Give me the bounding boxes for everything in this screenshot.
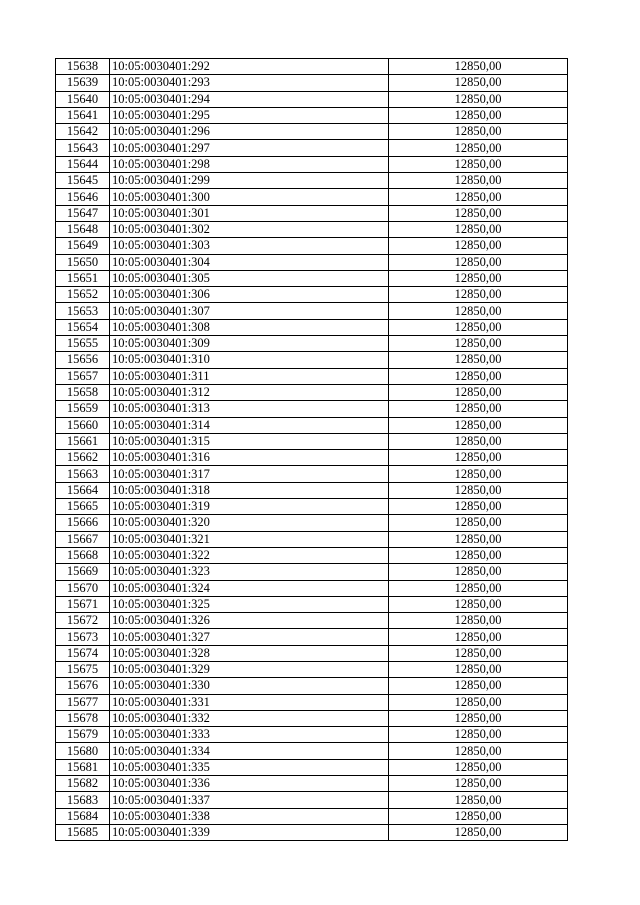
cadastral-number-cell: 10:05:0030401:294 [110, 91, 389, 107]
value-cell: 12850,00 [389, 743, 568, 759]
row-number-cell: 15638 [56, 59, 110, 75]
table-row [56, 450, 568, 466]
row-number-cell: 15680 [56, 743, 110, 759]
row-number-cell: 15650 [56, 254, 110, 270]
row-number-cell: 15668 [56, 547, 110, 563]
value-cell: 12850,00 [389, 580, 568, 596]
table-row [56, 107, 568, 123]
cadastral-number-cell: 10:05:0030401:322 [110, 547, 389, 563]
cadastral-number-cell: 10:05:0030401:332 [110, 710, 389, 726]
value-cell: 12850,00 [389, 287, 568, 303]
value-cell: 12850,00 [389, 547, 568, 563]
row-number-cell: 15682 [56, 776, 110, 792]
cadastral-number-cell: 10:05:0030401:305 [110, 270, 389, 286]
value-cell: 12850,00 [389, 303, 568, 319]
value-cell: 12850,00 [389, 613, 568, 629]
value-cell: 12850,00 [389, 450, 568, 466]
row-number-cell: 15667 [56, 531, 110, 547]
row-number-cell: 15649 [56, 238, 110, 254]
table-row [56, 727, 568, 743]
value-cell: 12850,00 [389, 352, 568, 368]
cadastral-number-cell: 10:05:0030401:319 [110, 499, 389, 515]
table-row [56, 303, 568, 319]
cadastral-number-cell: 10:05:0030401:292 [110, 59, 389, 75]
table-row [56, 384, 568, 400]
cadastral-number-cell: 10:05:0030401:296 [110, 124, 389, 140]
value-cell: 12850,00 [389, 75, 568, 91]
table-row [56, 792, 568, 808]
row-number-cell: 15652 [56, 287, 110, 303]
row-number-cell: 15661 [56, 433, 110, 449]
cadastral-number-cell: 10:05:0030401:295 [110, 107, 389, 123]
value-cell: 12850,00 [389, 515, 568, 531]
table-row [56, 678, 568, 694]
row-number-cell: 15639 [56, 75, 110, 91]
value-cell: 12850,00 [389, 776, 568, 792]
cadastral-number-cell: 10:05:0030401:318 [110, 482, 389, 498]
table-row [56, 319, 568, 335]
row-number-cell: 15651 [56, 270, 110, 286]
value-cell: 12850,00 [389, 645, 568, 661]
table-row [56, 238, 568, 254]
value-cell: 12850,00 [389, 254, 568, 270]
value-cell: 12850,00 [389, 792, 568, 808]
row-number-cell: 15685 [56, 824, 110, 840]
cadastral-number-cell: 10:05:0030401:298 [110, 156, 389, 172]
row-number-cell: 15670 [56, 580, 110, 596]
row-number-cell: 15672 [56, 613, 110, 629]
cadastral-number-cell: 10:05:0030401:314 [110, 417, 389, 433]
value-cell: 12850,00 [389, 59, 568, 75]
table-row [56, 91, 568, 107]
table-row [56, 547, 568, 563]
cadastral-number-cell: 10:05:0030401:315 [110, 433, 389, 449]
cadastral-number-cell: 10:05:0030401:299 [110, 173, 389, 189]
cadastral-number-cell: 10:05:0030401:309 [110, 336, 389, 352]
cadastral-number-cell: 10:05:0030401:339 [110, 824, 389, 840]
table-row [56, 710, 568, 726]
table-row [56, 140, 568, 156]
table-row [56, 564, 568, 580]
row-number-cell: 15658 [56, 384, 110, 400]
value-cell: 12850,00 [389, 124, 568, 140]
table-row [56, 580, 568, 596]
value-cell: 12850,00 [389, 596, 568, 612]
value-cell: 12850,00 [389, 270, 568, 286]
cadastral-number-cell: 10:05:0030401:338 [110, 808, 389, 824]
value-cell: 12850,00 [389, 564, 568, 580]
row-number-cell: 15673 [56, 629, 110, 645]
cadastral-number-cell: 10:05:0030401:325 [110, 596, 389, 612]
row-number-cell: 15642 [56, 124, 110, 140]
row-number-cell: 15678 [56, 710, 110, 726]
table-row [56, 59, 568, 75]
cadastral-number-cell: 10:05:0030401:320 [110, 515, 389, 531]
cadastral-number-cell: 10:05:0030401:317 [110, 466, 389, 482]
value-cell: 12850,00 [389, 189, 568, 205]
row-number-cell: 15656 [56, 352, 110, 368]
value-cell: 12850,00 [389, 384, 568, 400]
value-cell: 12850,00 [389, 694, 568, 710]
table-row [56, 596, 568, 612]
cadastral-number-cell: 10:05:0030401:329 [110, 661, 389, 677]
cadastral-number-cell: 10:05:0030401:331 [110, 694, 389, 710]
row-number-cell: 15659 [56, 401, 110, 417]
cadastral-number-cell: 10:05:0030401:328 [110, 645, 389, 661]
row-number-cell: 15657 [56, 368, 110, 384]
cadastral-number-cell: 10:05:0030401:306 [110, 287, 389, 303]
table-row [56, 743, 568, 759]
table-row [56, 75, 568, 91]
cadastral-number-cell: 10:05:0030401:316 [110, 450, 389, 466]
value-cell: 12850,00 [389, 205, 568, 221]
table-row [56, 336, 568, 352]
value-cell: 12850,00 [389, 221, 568, 237]
value-cell: 12850,00 [389, 368, 568, 384]
value-cell: 12850,00 [389, 319, 568, 335]
cadastral-number-cell: 10:05:0030401:335 [110, 759, 389, 775]
table-row [56, 824, 568, 840]
value-cell: 12850,00 [389, 678, 568, 694]
cadastral-number-cell: 10:05:0030401:293 [110, 75, 389, 91]
table-row [56, 482, 568, 498]
table-body [56, 59, 568, 841]
row-number-cell: 15663 [56, 466, 110, 482]
table-row [56, 613, 568, 629]
value-cell: 12850,00 [389, 417, 568, 433]
value-cell: 12850,00 [389, 661, 568, 677]
cadastral-number-cell: 10:05:0030401:323 [110, 564, 389, 580]
table-row [56, 205, 568, 221]
value-cell: 12850,00 [389, 482, 568, 498]
row-number-cell: 15676 [56, 678, 110, 694]
row-number-cell: 15669 [56, 564, 110, 580]
row-number-cell: 15640 [56, 91, 110, 107]
cadastral-number-cell: 10:05:0030401:303 [110, 238, 389, 254]
value-cell: 12850,00 [389, 759, 568, 775]
value-cell: 12850,00 [389, 531, 568, 547]
row-number-cell: 15653 [56, 303, 110, 319]
value-cell: 12850,00 [389, 727, 568, 743]
row-number-cell: 15684 [56, 808, 110, 824]
table-row [56, 661, 568, 677]
value-cell: 12850,00 [389, 466, 568, 482]
row-number-cell: 15655 [56, 336, 110, 352]
table-row [56, 221, 568, 237]
row-number-cell: 15674 [56, 645, 110, 661]
table-row [56, 156, 568, 172]
table-row [56, 759, 568, 775]
cadastral-number-cell: 10:05:0030401:312 [110, 384, 389, 400]
cadastral-number-cell: 10:05:0030401:308 [110, 319, 389, 335]
value-cell: 12850,00 [389, 433, 568, 449]
value-cell: 12850,00 [389, 91, 568, 107]
cadastral-number-cell: 10:05:0030401:307 [110, 303, 389, 319]
table-row [56, 189, 568, 205]
cadastral-number-cell: 10:05:0030401:330 [110, 678, 389, 694]
row-number-cell: 15646 [56, 189, 110, 205]
value-cell: 12850,00 [389, 107, 568, 123]
cadastral-number-cell: 10:05:0030401:327 [110, 629, 389, 645]
table-row [56, 401, 568, 417]
row-number-cell: 15641 [56, 107, 110, 123]
table-row [56, 776, 568, 792]
table-row [56, 694, 568, 710]
table-row [56, 808, 568, 824]
cadastral-number-cell: 10:05:0030401:311 [110, 368, 389, 384]
value-cell: 12850,00 [389, 710, 568, 726]
table-row [56, 531, 568, 547]
value-cell: 12850,00 [389, 629, 568, 645]
table-row [56, 433, 568, 449]
row-number-cell: 15644 [56, 156, 110, 172]
table-row [56, 645, 568, 661]
row-number-cell: 15666 [56, 515, 110, 531]
cadastral-number-cell: 10:05:0030401:334 [110, 743, 389, 759]
row-number-cell: 15660 [56, 417, 110, 433]
row-number-cell: 15681 [56, 759, 110, 775]
cadastral-number-cell: 10:05:0030401:313 [110, 401, 389, 417]
table-row [56, 254, 568, 270]
value-cell: 12850,00 [389, 499, 568, 515]
row-number-cell: 15662 [56, 450, 110, 466]
value-cell: 12850,00 [389, 808, 568, 824]
row-number-cell: 15671 [56, 596, 110, 612]
table-row [56, 270, 568, 286]
row-number-cell: 15645 [56, 173, 110, 189]
data-table [55, 58, 568, 841]
row-number-cell: 15643 [56, 140, 110, 156]
row-number-cell: 15675 [56, 661, 110, 677]
cadastral-number-cell: 10:05:0030401:304 [110, 254, 389, 270]
cadastral-number-cell: 10:05:0030401:297 [110, 140, 389, 156]
value-cell: 12850,00 [389, 156, 568, 172]
value-cell: 12850,00 [389, 824, 568, 840]
row-number-cell: 15647 [56, 205, 110, 221]
row-number-cell: 15677 [56, 694, 110, 710]
table-row [56, 629, 568, 645]
cadastral-number-cell: 10:05:0030401:321 [110, 531, 389, 547]
table-row [56, 417, 568, 433]
cadastral-number-cell: 10:05:0030401:333 [110, 727, 389, 743]
table-row [56, 352, 568, 368]
cadastral-number-cell: 10:05:0030401:337 [110, 792, 389, 808]
table-row [56, 287, 568, 303]
cadastral-number-cell: 10:05:0030401:336 [110, 776, 389, 792]
row-number-cell: 15665 [56, 499, 110, 515]
table-row [56, 368, 568, 384]
table-row [56, 124, 568, 140]
value-cell: 12850,00 [389, 238, 568, 254]
value-cell: 12850,00 [389, 401, 568, 417]
cadastral-number-cell: 10:05:0030401:301 [110, 205, 389, 221]
cadastral-number-cell: 10:05:0030401:302 [110, 221, 389, 237]
table-row [56, 515, 568, 531]
table-row [56, 499, 568, 515]
row-number-cell: 15664 [56, 482, 110, 498]
cadastral-number-cell: 10:05:0030401:310 [110, 352, 389, 368]
cadastral-number-cell: 10:05:0030401:326 [110, 613, 389, 629]
row-number-cell: 15654 [56, 319, 110, 335]
value-cell: 12850,00 [389, 173, 568, 189]
row-number-cell: 15679 [56, 727, 110, 743]
row-number-cell: 15683 [56, 792, 110, 808]
table-row [56, 173, 568, 189]
value-cell: 12850,00 [389, 140, 568, 156]
cadastral-number-cell: 10:05:0030401:300 [110, 189, 389, 205]
row-number-cell: 15648 [56, 221, 110, 237]
value-cell: 12850,00 [389, 336, 568, 352]
cadastral-number-cell: 10:05:0030401:324 [110, 580, 389, 596]
table-row [56, 466, 568, 482]
